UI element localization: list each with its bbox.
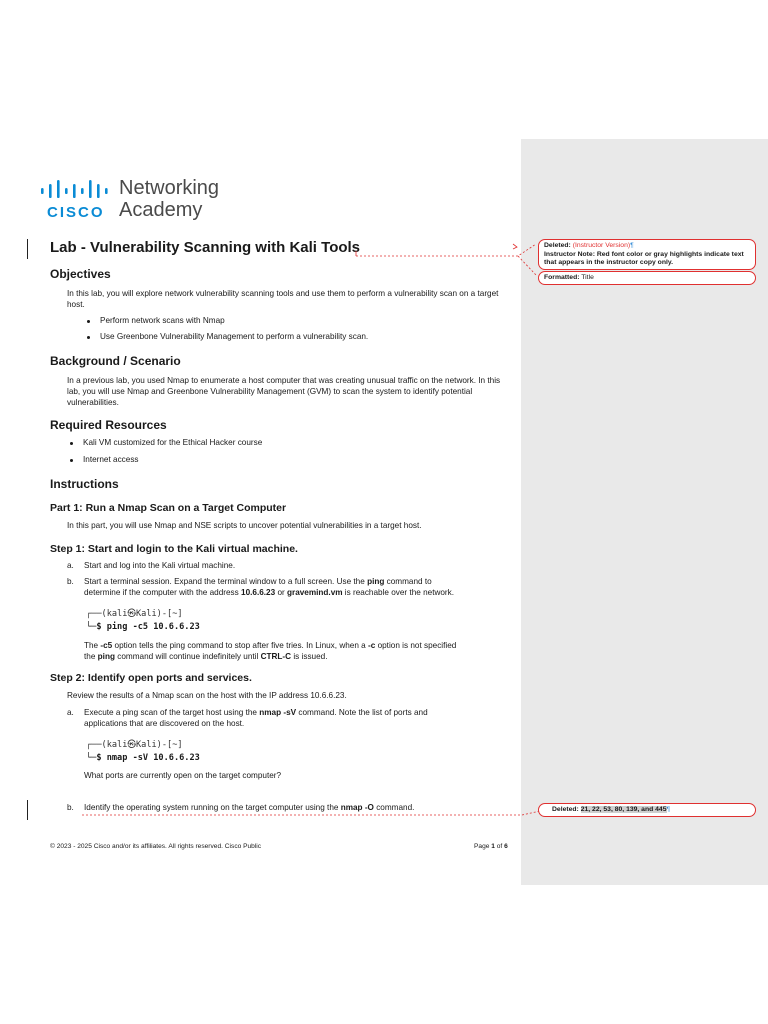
resource-item-2: Internet access: [83, 455, 139, 464]
step2-b-text: Identify the operating system running on the target computer using the nmap -O command.: [84, 803, 415, 812]
step2-a-line2: applications that are discovered on the host.: [84, 719, 245, 728]
step2-terminal-command: └─$ nmap -sV 10.6.6.23: [86, 753, 200, 763]
step1-terminal-command: └─$ ping -c5 10.6.6.23: [86, 622, 200, 632]
bullet-icon: [87, 336, 90, 339]
step1-note-line1: The -c5 option tells the ping command to stop after five tries. In Linux, when a -c option is not specified: [84, 641, 457, 650]
resource-item-1: Kali VM customized for the Ethical Hacker course: [83, 438, 263, 447]
part1-heading: Part 1: Run a Nmap Scan on a Target Computer: [50, 502, 287, 514]
change-bar-step2b: [27, 800, 28, 820]
step2-intro: Review the results of a Nmap scan on the host with the IP address 10.6.6.23.: [67, 691, 347, 700]
comment-balloon-deleted-ports[interactable]: Deleted: 21, 22, 53, 80, 139, and 445¶: [538, 803, 756, 817]
step1-b-marker: b.: [67, 577, 74, 586]
comment-balloon-formatted[interactable]: Formatted: Title: [538, 271, 756, 285]
bullet-icon: [87, 320, 90, 323]
resources-heading: Required Resources: [50, 418, 167, 432]
change-bar-title: [27, 239, 28, 259]
step1-a-marker: a.: [67, 561, 74, 570]
step1-b-line1: Start a terminal session. Expand the terminal window to a full screen. Use the ping command to: [84, 577, 432, 586]
step2-a-line1: Execute a ping scan of the target host using the nmap -sV command. Note the list of ports and: [84, 708, 428, 717]
bullet-icon: [70, 442, 73, 445]
bullet-icon: [70, 459, 73, 462]
objective-item-1: Perform network scans with Nmap: [100, 316, 225, 325]
step1-terminal-prompt: ┌──(kali㉿Kali)-[~]: [86, 609, 183, 619]
step2-terminal-prompt: ┌──(kali㉿Kali)-[~]: [86, 740, 183, 750]
logo-networking-text: Networking: [119, 177, 220, 199]
background-heading: Background / Scenario: [50, 354, 181, 368]
step1-note-line2: the ping command will continue indefinitely until CTRL-C is issued.: [84, 652, 328, 661]
revision-connector-line-2: [82, 810, 542, 820]
revision-connector-lines: [350, 240, 540, 280]
step1-b-line2: determine if the computer with the address 10.6.6.23 or gravemind.vm is reachable over the network.: [84, 588, 455, 597]
cisco-bars-icon: [40, 178, 110, 200]
step1-heading: Step 1: Start and login to the Kali virtual machine.: [50, 543, 298, 555]
objectives-intro: In this lab, you will explore network vulnerability scanning tools and use them to perform a vulnerability scan on a target host.: [67, 289, 499, 309]
step1-a-text: Start and log into the Kali virtual machine.: [84, 561, 236, 570]
document-title: Lab - Vulnerability Scanning with Kali Tools: [50, 239, 361, 256]
objectives-heading: Objectives: [50, 267, 111, 281]
step2-b-marker: b.: [67, 803, 74, 812]
objective-item-2: Use Greenbone Vulnerability Management to perform a vulnerability scan.: [100, 332, 369, 341]
background-text: In a previous lab, you used Nmap to enumerate a host computer that was creating unusual traffic on the network. In this lab, you will use Nmap and Greenbone Vulnerability Management (GVM) to scan the system to identify potential vulnerabilities.: [67, 376, 501, 407]
step2-question: What ports are currently open on the target computer?: [84, 771, 282, 780]
step2-a-marker: a.: [67, 708, 74, 717]
instructions-heading: Instructions: [50, 477, 119, 491]
footer-page-number: Page 1 of 6: [474, 843, 508, 850]
step2-heading: Step 2: Identify open ports and services.: [50, 672, 252, 684]
footer-copyright: © 2023 - 2025 Cisco and/or its affiliates. All rights reserved. Cisco Public: [50, 843, 262, 850]
comment-balloon-deleted[interactable]: Deleted: (Instructor Version)¶ Instructor Note: Red font color or gray highlights indicate text that appears in the instructor copy only.: [538, 239, 756, 270]
cisco-wordmark: CISCO: [47, 204, 105, 221]
part1-intro: In this part, you will use Nmap and NSE scripts to uncover potential vulnerabilities in a target host.: [67, 521, 422, 530]
logo-academy-text: Academy: [119, 199, 203, 221]
